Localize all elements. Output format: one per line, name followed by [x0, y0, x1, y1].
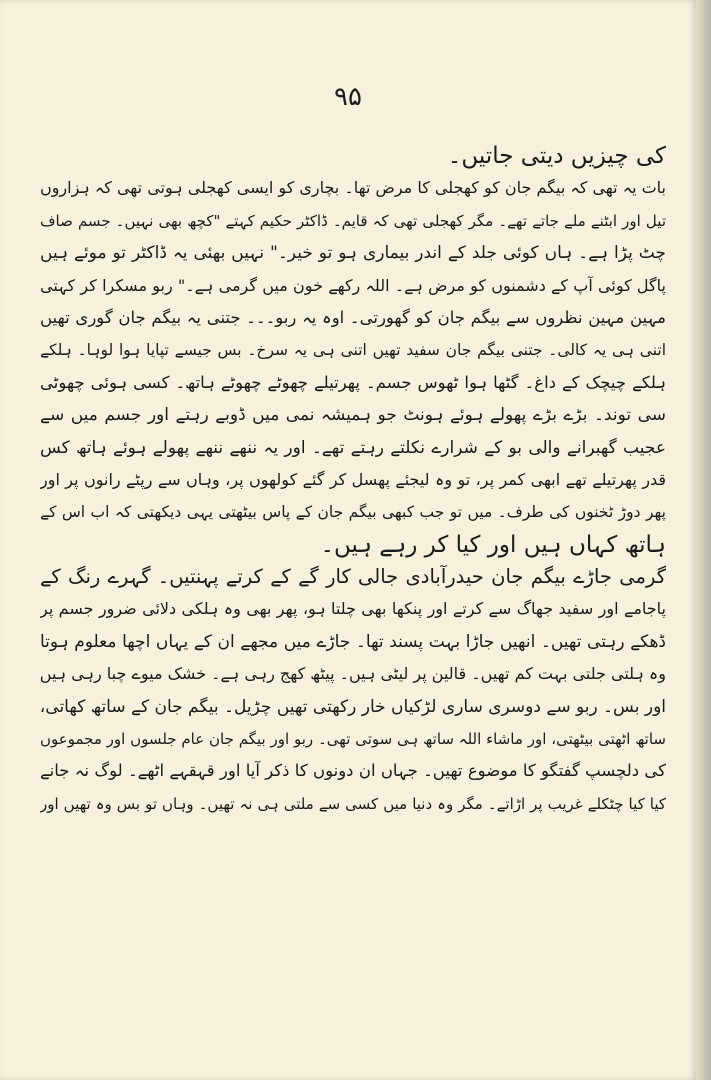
- text-line: وہ ہلتی جلتی بہت کم تھیں۔ قالین پر لیٹی ہیں۔ پیٹھ کھج رہی ہے۔ خشک میوے چبا رہی ہیں: [40, 664, 666, 684]
- text-line: ڈھکے رہتی تھیں۔ انھیں جاڑا بہت پسند تھا۔ جاڑے میں مجھے ان کے یہاں اچھا معلوم ہوتا: [40, 631, 666, 652]
- text-line: پاجامے اور سفید جھاگ سے کرتے اور پنکھا بھی چلتا ہو، پھر بھی وہ ہلکی دلائی ضرور جسم پر: [40, 599, 666, 619]
- text-line: عجیب گھبرانے والی بو کے شرارے نکلتے رہتے تھے۔ اور یہ ننھے ننھے پھولے ہوئے ہاتھ کس: [40, 437, 666, 458]
- text-line: پاگل کوئی آپ کے دشمنوں کو مرض ہے۔ اللہ رکھے خون میں گرمی ہے۔" ربو مسکرا کر کہتی: [40, 275, 666, 295]
- text-line: ساتھ اٹھتی بیٹھتی، اور ماشاء اللہ ساتھ ہی سوتی تھی۔ ربو اور بیگم جان عام جلسوں اور مجموعوں: [40, 730, 666, 749]
- text-line: پھر دوڑ ٹخنوں کی طرف۔ میں تو جب کبھی بیگم جان کے پاس بیٹھتی یہی دیکھتی کہ اب اس کے: [40, 503, 666, 522]
- text-line: مہین مہین نظروں سے بیگم جان کو گھورتی۔ اوہ یہ ربو۔۔۔ جتنی یہ بیگم جان گوری تھیں: [40, 307, 666, 327]
- text-line: کی چیزیں دیتی جاتیں۔: [447, 143, 666, 169]
- body-text: [40, 140, 666, 820]
- text-line: اور بس۔ ربو سے دوسری ساری لڑکیاں خار رکھتی تھیں چڑیل۔ بیگم جان کے ساتھ کھاتی،: [40, 696, 666, 717]
- page-edge: [696, 0, 711, 1080]
- text-line: گرمی جاڑے بیگم جان حیدرآبادی جالی کار گے کے کرتے پہنتیں۔ گہرے رنگ کے: [40, 565, 666, 589]
- text-line: تیل اور ابٹنے ملے جاتے تھے۔ مگر کھجلی تھی کہ قایم۔ ڈاکٹر حکیم کہتے "کچھ بھی نہیں۔ جسم صاف: [40, 211, 666, 230]
- text-line: بات یہ تھی کہ بیگم جان کو کھجلی کا مرض تھا۔ بچاری کو ایسی کھجلی ہوتی تھی کہ ہزاروں: [40, 178, 666, 198]
- text-line: ہلکے چیچک کے داغ۔ گٹھا ہوا ٹھوس جسم۔ پھرتیلے چھوٹے چھوٹے ہاتھ۔ کسی ہوئی چھوٹی: [40, 372, 666, 392]
- text-line: کی دلچسپ گفتگو کا موضوع تھیں۔ جہاں ان دونوں کا ذکر آیا اور قہقہے اٹھے۔ لوگ نہ جانے: [40, 761, 666, 781]
- page-number: ۹۵: [334, 82, 362, 112]
- text-line: کیا کیا چٹکلے غریب پر اڑاتے۔ مگر وہ دنیا میں کسی سے ملتی ہی نہ تھیں۔ وہاں تو بس وہ تھیں اور: [40, 794, 666, 813]
- text-line: اتنی ہی یہ کالی۔ جتنی بیگم جان سفید تھیں اتنی ہی یہ سرخ۔ بس جیسے تپایا ہوا لوہا۔ ہلکے: [40, 341, 666, 360]
- text-line: ہاتھ کہاں ہیں اور کیا کر رہے ہیں۔: [320, 531, 666, 558]
- text-line: چٹ پڑا ہے۔ ہاں کوئی جلد کے اندر بیماری ہو تو خیر۔" نہیں بھئی یہ ڈاکٹر تو موئے ہیں: [40, 243, 666, 264]
- text-line: قدر پھرتیلے تھے ابھی کمر پر، تو وہ لیجئے پھسل کر گئے کولھوں پر، وہاں سے رپٹے رانوں پر اور: [40, 469, 666, 489]
- text-line: سی توند۔ بڑے بڑے پھولے ہوئے ہونٹ جو ہمیشہ نمی میں ڈوبے رہتے اور جسم میں سے: [40, 405, 666, 426]
